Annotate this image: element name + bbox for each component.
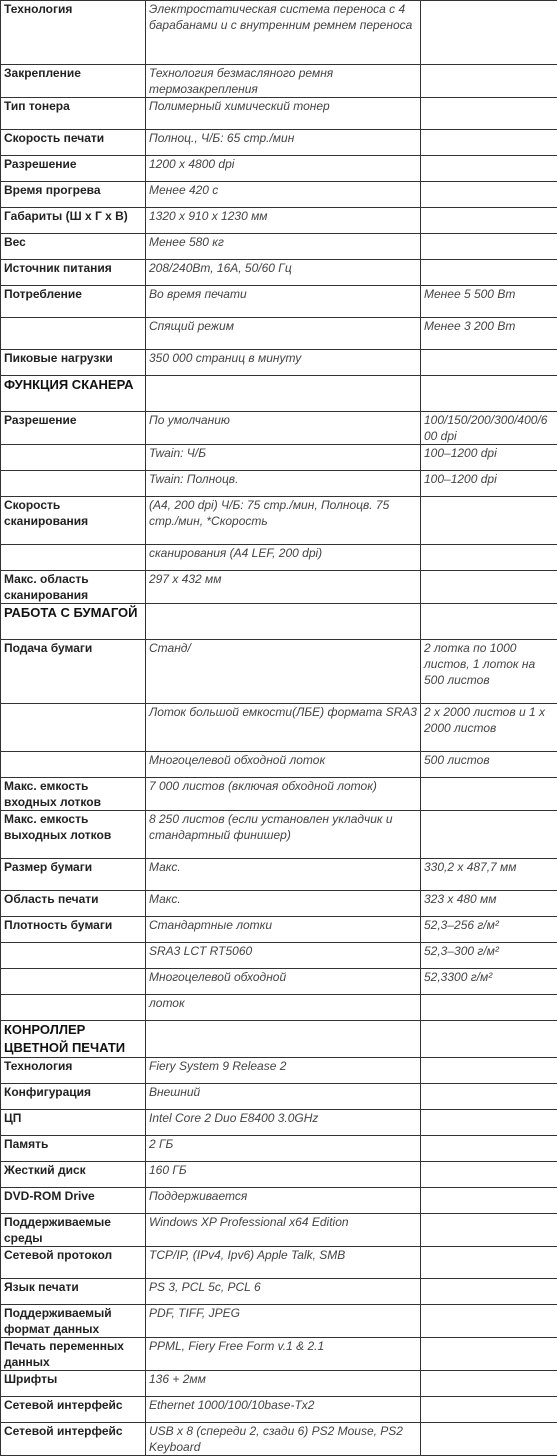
row-value: 1200 x 4800 dpi	[146, 156, 421, 182]
row-extra: 500 листов	[421, 752, 557, 778]
row-value: Стандартные лотки	[146, 917, 421, 943]
row-label	[1, 943, 146, 969]
row-extra	[421, 156, 557, 182]
table-row	[1, 1397, 557, 1423]
row-value: SRA3 LCT RT5060	[146, 943, 421, 969]
section-header-row	[1, 376, 557, 412]
row-extra: 52,3–256 г/м²	[421, 917, 557, 943]
row-extra: Менее 5 500 Вт	[421, 286, 557, 318]
row-label: Скорость сканирования	[1, 497, 146, 545]
row-extra	[421, 1021, 557, 1058]
row-label	[1, 752, 146, 778]
spec-table-body	[1, 1, 557, 1456]
row-value	[146, 604, 421, 640]
row-label: Закрепление	[1, 65, 146, 98]
row-label	[1, 704, 146, 752]
row-extra	[421, 234, 557, 260]
table-row	[1, 1136, 557, 1162]
row-value: (А4, 200 dpi) Ч/Б: 75 стр./мин, Полноцв. 75 стр./мин, *Скорость	[146, 497, 421, 545]
row-label	[1, 995, 146, 1021]
row-label: Скорость печати	[1, 130, 146, 156]
row-value: Fiery System 9 Release 2	[146, 1058, 421, 1084]
row-extra: 100–1200 dpi	[421, 471, 557, 497]
row-label: Разрешение	[1, 156, 146, 182]
row-extra: 2 х 2000 листов и 1 х 2000 листов	[421, 704, 557, 752]
table-row	[1, 1188, 557, 1214]
row-value	[146, 1021, 421, 1058]
table-row	[1, 571, 557, 604]
row-value: Многоцелевой обходной	[146, 969, 421, 995]
table-row	[1, 1162, 557, 1188]
row-value: Станд/	[146, 640, 421, 704]
row-extra	[421, 376, 557, 412]
row-value: Полноц., Ч/Б: 65 стр./мин	[146, 130, 421, 156]
row-value: Электростатическая система переноса с 4 барабанами и с внутренним ремнем переноса	[146, 1, 421, 65]
row-extra: 52,3–300 г/м²	[421, 943, 557, 969]
row-value: Многоцелевой обходной лоток	[146, 752, 421, 778]
table-row	[1, 412, 557, 445]
row-extra	[421, 65, 557, 98]
row-extra	[421, 811, 557, 859]
table-row	[1, 1371, 557, 1397]
row-value: 136 + 2мм	[146, 1371, 421, 1397]
row-value: TCP/IP, (IPv4, Ipv6) Apple Talk, SMB	[146, 1247, 421, 1279]
row-extra	[421, 1084, 557, 1110]
row-value: 160 ГБ	[146, 1162, 421, 1188]
row-extra	[421, 995, 557, 1021]
row-label: Габариты (Ш х Г х В)	[1, 208, 146, 234]
row-label: Язык печати	[1, 1279, 146, 1305]
table-row	[1, 1247, 557, 1279]
row-extra	[421, 1397, 557, 1423]
row-label: Потребление	[1, 286, 146, 318]
table-row	[1, 1058, 557, 1084]
row-value: Менее 420 с	[146, 182, 421, 208]
table-row	[1, 497, 557, 545]
row-value: Поддерживается	[146, 1188, 421, 1214]
row-value: сканирования (А4 LEF, 200 dpi)	[146, 545, 421, 571]
row-extra	[421, 208, 557, 234]
row-label: Жесткий диск	[1, 1162, 146, 1188]
row-label: Поддерживаемые среды	[1, 1214, 146, 1247]
table-row	[1, 778, 557, 811]
row-extra	[421, 1188, 557, 1214]
row-value: USB x 8 (спереди 2, сзади 6) PS2 Mouse, PS2 Keyboard	[146, 1423, 421, 1456]
table-row	[1, 995, 557, 1021]
table-row	[1, 1338, 557, 1371]
table-row	[1, 752, 557, 778]
row-label: Память	[1, 1136, 146, 1162]
row-value: Макс.	[146, 891, 421, 917]
table-row	[1, 917, 557, 943]
table-row	[1, 471, 557, 497]
row-value: PPML, Fiery Free Form v.1 & 2.1	[146, 1338, 421, 1371]
row-label: Конфигурация	[1, 1084, 146, 1110]
row-label: Сетевой интерфейс	[1, 1423, 146, 1456]
table-row	[1, 98, 557, 130]
row-extra	[421, 604, 557, 640]
row-value	[146, 376, 421, 412]
row-value: По умолчанию	[146, 412, 421, 445]
row-label: Разрешение	[1, 412, 146, 445]
row-extra	[421, 1110, 557, 1136]
row-value: Twain: Ч/Б	[146, 445, 421, 471]
row-value: Полимерный химический тонер	[146, 98, 421, 130]
row-value: Во время печати	[146, 286, 421, 318]
row-value: Внешний	[146, 1084, 421, 1110]
row-label: КОНРОЛЛЕР ЦВЕТНОЙ ПЕЧАТИ	[1, 1021, 146, 1058]
row-extra: 323 x 480 мм	[421, 891, 557, 917]
table-row	[1, 445, 557, 471]
row-value: 208/240Вт, 16А, 50/60 Гц	[146, 260, 421, 286]
table-row	[1, 640, 557, 704]
row-extra	[421, 778, 557, 811]
row-label: Время прогрева	[1, 182, 146, 208]
row-extra: 100/150/200/300/400/600 dpi	[421, 412, 557, 445]
row-value: Ethernet 1000/100/10base-Tx2	[146, 1397, 421, 1423]
table-row	[1, 156, 557, 182]
table-row	[1, 704, 557, 752]
table-row	[1, 1084, 557, 1110]
row-label	[1, 471, 146, 497]
row-value: Спящий режим	[146, 318, 421, 350]
row-value: Intel Core 2 Duo E8400 3.0GHz	[146, 1110, 421, 1136]
row-extra	[421, 571, 557, 604]
row-label: РАБОТА С БУМАГОЙ	[1, 604, 146, 640]
row-label: Источник питания	[1, 260, 146, 286]
table-row	[1, 1, 557, 65]
row-extra	[421, 545, 557, 571]
row-extra	[421, 350, 557, 376]
row-value: Лоток большой емкости(ЛБЕ) формата SRA3	[146, 704, 421, 752]
section-header-row	[1, 604, 557, 640]
row-value: Windows XP Professional x64 Edition	[146, 1214, 421, 1247]
row-label	[1, 969, 146, 995]
row-label: Плотность бумаги	[1, 917, 146, 943]
row-label: Шрифты	[1, 1371, 146, 1397]
row-value: 2 ГБ	[146, 1136, 421, 1162]
row-extra	[421, 130, 557, 156]
row-extra	[421, 182, 557, 208]
row-label: Макс. область сканирования	[1, 571, 146, 604]
table-row	[1, 234, 557, 260]
row-label: DVD-ROM Drive	[1, 1188, 146, 1214]
row-label: Область печати	[1, 891, 146, 917]
row-value: 1320 x 910 x 1230 мм	[146, 208, 421, 234]
row-label	[1, 445, 146, 471]
row-extra	[421, 497, 557, 545]
row-extra: 2 лотка по 1000 листов, 1 лоток на 500 листов	[421, 640, 557, 704]
row-extra	[421, 260, 557, 286]
table-row	[1, 1214, 557, 1247]
row-extra	[421, 1247, 557, 1279]
row-value: Макс.	[146, 859, 421, 891]
row-label: Тип тонера	[1, 98, 146, 130]
row-value: 8 250 листов (если установлен укладчик и стандартный финишер)	[146, 811, 421, 859]
row-value: Twain: Полноцв.	[146, 471, 421, 497]
row-value: 7 000 листов (включая обходной лоток)	[146, 778, 421, 811]
table-row	[1, 891, 557, 917]
row-extra: 100–1200 dpi	[421, 445, 557, 471]
row-extra: 52,3300 г/м²	[421, 969, 557, 995]
row-label: Макс. емкость выходных лотков	[1, 811, 146, 859]
table-row	[1, 350, 557, 376]
row-label: Размер бумаги	[1, 859, 146, 891]
table-row	[1, 1110, 557, 1136]
row-value: Менее 580 кг	[146, 234, 421, 260]
table-row	[1, 969, 557, 995]
row-label: Вес	[1, 234, 146, 260]
row-extra: Менее 3 200 Вт	[421, 318, 557, 350]
row-label: ЦП	[1, 1110, 146, 1136]
row-label: Подача бумаги	[1, 640, 146, 704]
row-value: 350 000 страниц в минуту	[146, 350, 421, 376]
table-row	[1, 545, 557, 571]
row-value: Технология безмасляного ремня термозакрепления	[146, 65, 421, 98]
row-label: Технология	[1, 1058, 146, 1084]
row-extra	[421, 1305, 557, 1338]
table-row	[1, 260, 557, 286]
table-row	[1, 1423, 557, 1456]
row-extra	[421, 1338, 557, 1371]
table-row	[1, 1305, 557, 1338]
row-extra	[421, 1279, 557, 1305]
row-label: Пиковые нагрузки	[1, 350, 146, 376]
row-extra	[421, 1423, 557, 1456]
row-value: PDF, TIFF, JPEG	[146, 1305, 421, 1338]
row-value: лоток	[146, 995, 421, 1021]
row-extra: 330,2 x 487,7 мм	[421, 859, 557, 891]
row-label	[1, 545, 146, 571]
section-header-row	[1, 1021, 557, 1058]
row-extra	[421, 1162, 557, 1188]
row-label: Печать переменных данных	[1, 1338, 146, 1371]
row-extra	[421, 98, 557, 130]
row-value: 297 х 432 мм	[146, 571, 421, 604]
table-row	[1, 318, 557, 350]
row-label: Поддерживаемый формат данных	[1, 1305, 146, 1338]
table-row	[1, 811, 557, 859]
row-label	[1, 318, 146, 350]
table-row	[1, 943, 557, 969]
table-row	[1, 1279, 557, 1305]
table-row	[1, 65, 557, 98]
row-extra	[421, 1136, 557, 1162]
table-row	[1, 182, 557, 208]
table-row	[1, 208, 557, 234]
row-extra	[421, 1371, 557, 1397]
table-row	[1, 286, 557, 318]
table-row	[1, 859, 557, 891]
row-extra	[421, 1058, 557, 1084]
row-label: Сетевой протокол	[1, 1247, 146, 1279]
row-extra	[421, 1, 557, 65]
row-label: Макс. емкость входных лотков	[1, 778, 146, 811]
row-label: Сетевой интерфейс	[1, 1397, 146, 1423]
row-extra	[421, 1214, 557, 1247]
row-value: PS 3, PCL 5c, PCL 6	[146, 1279, 421, 1305]
row-label: Технология	[1, 1, 146, 65]
table-row	[1, 130, 557, 156]
row-label: ФУНКЦИЯ СКАНЕРА	[1, 376, 146, 412]
